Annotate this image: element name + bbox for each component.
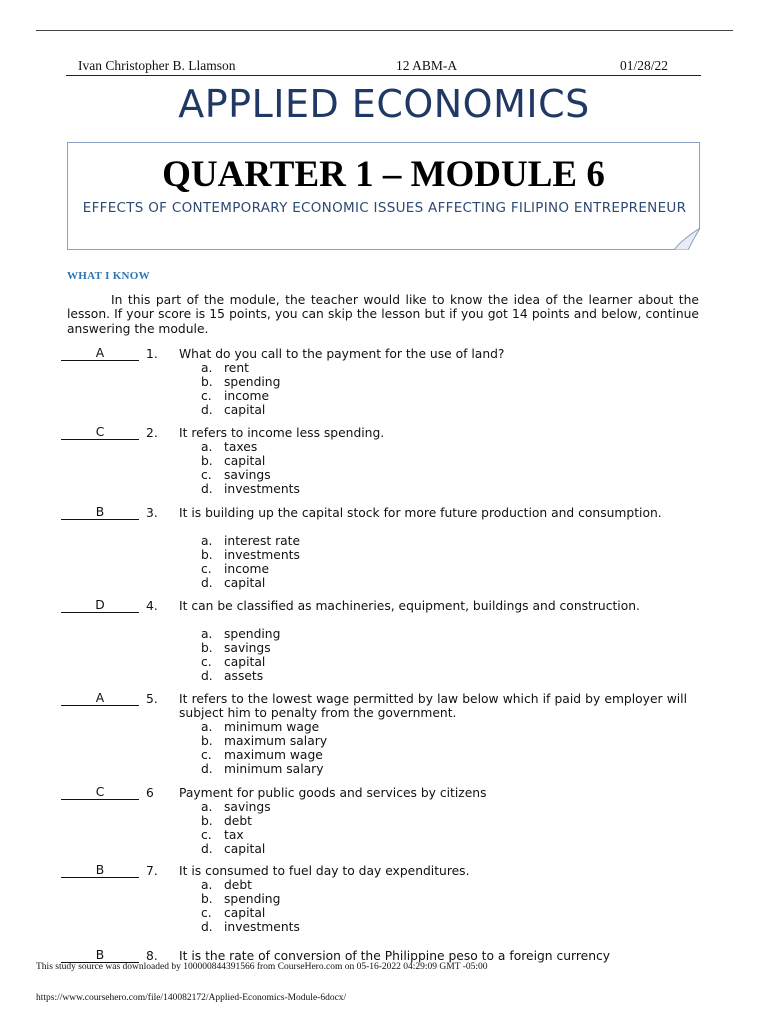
option-text: assets [224,669,264,683]
question-number: 2. [146,426,158,440]
option-letter: c. [201,655,212,669]
option-list [201,878,300,934]
option-text: capital [224,655,266,669]
question-number: 5. [146,692,158,706]
answer-blank[interactable]: C [61,426,139,440]
download-note: This study source was downloaded by 100000844391566 from CourseHero.com on 05-16-2022 04:29:09 GMT -05:00 [36,962,488,972]
option-text: interest rate [224,534,301,548]
option-letter: d. [201,403,213,417]
option [201,920,300,934]
option [201,562,300,576]
option-letter: a. [201,361,213,375]
answer-blank[interactable]: B [61,506,139,520]
question-number: 3. [146,506,158,520]
option [201,627,280,641]
option-list [201,627,280,683]
option-letter: a. [201,627,213,641]
option-text: investments [224,482,300,496]
intro-paragraph [67,293,699,336]
page-curl-icon [674,228,700,250]
question-text: Payment for public goods and services by citizens [179,786,487,800]
page-title: APPLIED ECONOMICS [178,82,590,126]
answer-blank[interactable]: C [61,786,139,800]
option-text: rent [224,361,249,375]
option-letter: c. [201,389,212,403]
option [201,814,271,828]
module-heading: QUARTER 1 – MODULE 6 [162,154,605,195]
option-list [201,800,271,856]
question-text: It is building up the capital stock for more future production and consumption. [179,506,662,520]
module-title-box [67,142,700,250]
document-date: 01/28/22 [620,58,669,73]
answer-blank[interactable]: B [61,864,139,878]
option-letter: b. [201,375,213,389]
option-text: savings [224,468,271,482]
module-subtitle: EFFECTS OF CONTEMPORARY ECONOMIC ISSUES AFFECTING FILIPINO ENTREPRENEUR [82,200,687,216]
question-number: 8. [146,949,158,963]
option [201,375,280,389]
option-letter: c. [201,468,212,482]
option [201,468,300,482]
option-text: debt [224,878,252,892]
option [201,842,271,856]
question-number: 4. [146,599,158,613]
option-letter: a. [201,440,213,454]
option [201,534,300,548]
option-letter: c. [201,562,212,576]
option [201,669,280,683]
option [201,748,327,762]
option-text: savings [224,800,271,814]
option-text: tax [224,828,244,842]
option-letter: b. [201,734,213,748]
option-list [201,440,300,496]
option [201,878,300,892]
question-number: 7. [146,864,158,878]
option-text: spending [224,375,281,389]
answer-blank[interactable]: A [61,347,139,361]
option-list [201,720,327,776]
student-name: Ivan Christopher B. Llamson [78,58,236,73]
option-text: capital [224,403,266,417]
option [201,576,300,590]
option [201,389,280,403]
option-letter: c. [201,828,212,842]
question-text: It refers to the lowest wage permitted by law below which if paid by employer will subject him to penalty from the government. [179,692,687,720]
option-text: minimum wage [224,720,320,734]
question-text: It refers to income less spending. [179,426,385,440]
option-text: spending [224,892,281,906]
option [201,828,271,842]
option-text: spending [224,627,281,641]
option-text: taxes [224,440,258,454]
option-text: minimum salary [224,762,324,776]
top-rule [36,30,733,31]
question-text: It is consumed to fuel day to day expenditures. [179,864,470,878]
section-heading: WHAT I KNOW [67,270,150,282]
option [201,892,300,906]
option [201,482,300,496]
option [201,641,280,655]
student-section: 12 ABM-A [396,58,458,73]
option-letter: a. [201,720,213,734]
document-header [66,57,701,76]
option [201,440,300,454]
option-text: capital [224,906,266,920]
option-text: investments [224,548,300,562]
option-letter: d. [201,842,213,856]
intro-text: In this part of the module, the teacher would like to know the idea of the learner about the lesson. If your score is 15 points, you can skip the lesson but if you got 14 points and below, continue answering the module. [67,293,699,336]
option-text: capital [224,576,266,590]
option-letter: b. [201,892,213,906]
option-text: income [224,562,270,576]
option-letter: a. [201,878,213,892]
option-letter: c. [201,906,212,920]
option [201,906,300,920]
option [201,655,280,669]
option-letter: d. [201,482,213,496]
option [201,720,327,734]
option-letter: b. [201,454,213,468]
option-letter: b. [201,548,213,562]
option-letter: d. [201,669,213,683]
question-text: What do you call to the payment for the use of land? [179,347,505,361]
option [201,454,300,468]
option-text: maximum wage [224,748,323,762]
answer-blank[interactable]: A [61,692,139,706]
option-letter: b. [201,641,213,655]
option [201,734,327,748]
option [201,800,271,814]
option-text: savings [224,641,271,655]
option-text: capital [224,842,266,856]
question-number: 6 [146,786,154,800]
option [201,361,280,375]
option [201,762,327,776]
answer-blank[interactable]: D [61,599,139,613]
answer-blank[interactable]: B [61,949,139,963]
option [201,548,300,562]
option-text: debt [224,814,252,828]
option-text: investments [224,920,300,934]
option-list [201,361,280,417]
option-text: maximum salary [224,734,328,748]
option-letter: c. [201,748,212,762]
option-letter: d. [201,920,213,934]
option-list [201,534,300,590]
option-letter: d. [201,762,213,776]
option-letter: d. [201,576,213,590]
option-text: income [224,389,270,403]
option-letter: a. [201,534,213,548]
question-text: It is the rate of conversion of the Philippine peso to a foreign currency [179,949,611,963]
source-url[interactable]: https://www.coursehero.com/file/140082172/Applied-Economics-Module-6docx/ [36,993,347,1003]
option-text: capital [224,454,266,468]
option-letter: a. [201,800,213,814]
option-letter: b. [201,814,213,828]
question-text: It can be classified as machineries, equipment, buildings and construction. [179,599,640,613]
question-number: 1. [146,347,158,361]
option [201,403,280,417]
